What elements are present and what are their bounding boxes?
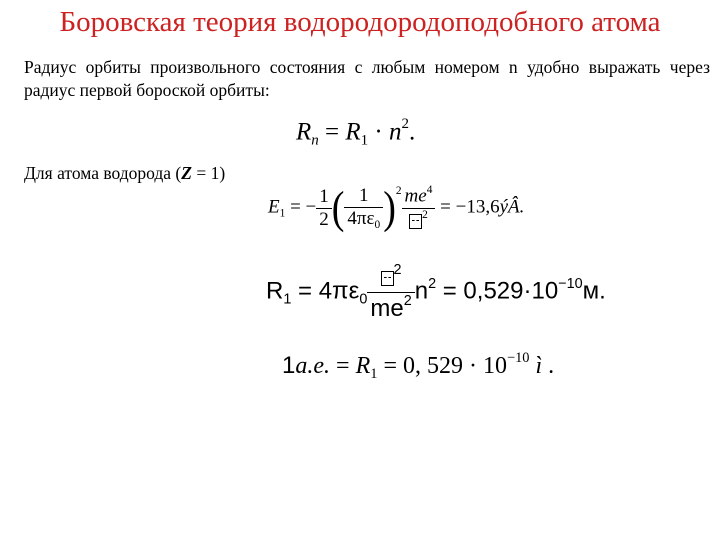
eq1-r: R — [296, 118, 312, 146]
eq2-e: E — [268, 196, 280, 218]
eq4-sub: 1 — [370, 365, 378, 382]
eq2-frac3-den-exp: 2 — [422, 208, 428, 221]
eq3-den: me — [370, 294, 404, 322]
eq2-unit: ýÂ. — [499, 196, 525, 218]
eq2-outer-exp: 2 — [395, 185, 402, 198]
eq2-frac3-num-exp: 4 — [426, 184, 433, 196]
eq3-frac-num — [367, 262, 414, 292]
eq2-frac3-num — [402, 184, 436, 208]
eq3-den-exp: 2 — [403, 292, 412, 309]
eq1-equals: = — [318, 118, 346, 146]
eq3-frac-den — [367, 292, 414, 323]
hydrogen-suffix: = 1) — [191, 163, 226, 183]
eq3-exp: −10 — [558, 275, 583, 292]
eq2-frac2-den-sub: 0 — [374, 219, 381, 232]
hydrogen-z: Z — [181, 163, 192, 183]
eq4-exp: −10 — [506, 350, 530, 366]
eq3-num-exp: 2 — [393, 262, 402, 278]
eq4-result: = 0, 529 · 10 — [377, 352, 507, 379]
eq2-frac2-den-a: 4πε — [347, 208, 375, 230]
eq3-unit: м. — [582, 277, 606, 305]
eq2-eq: = − — [285, 196, 317, 218]
eq1-one-sub: 1 — [360, 132, 369, 149]
eq3-result: = 0,529·10 — [436, 277, 559, 305]
eq4-unit: ì — [535, 352, 543, 379]
eq2-frac3 — [402, 184, 436, 232]
equation-radius-n — [296, 116, 415, 150]
eq4-eq: = — [330, 352, 356, 379]
eq3-eps-sub: 0 — [359, 291, 368, 308]
eq3-eq: = 4πε — [291, 277, 360, 305]
eq2-result: = −13,6 — [435, 196, 500, 218]
eq4-end: . — [542, 352, 555, 379]
eq2-frac3-den — [402, 208, 436, 233]
eq2-frac2-num: 1 — [359, 185, 369, 207]
equation-energy — [268, 184, 524, 232]
eq2-frac2-den — [344, 207, 383, 231]
eq2-left-paren: ( — [331, 182, 345, 234]
eq4-lhs: 1 — [282, 351, 296, 379]
eq2-frac2 — [344, 185, 383, 231]
intro-paragraph: Радиус орбиты произвольного состояния с любым номером n удобно выражать через радиус первой бороской орбиты: — [24, 57, 710, 100]
eq1-r1: R — [345, 118, 361, 146]
eq2-sub: 1 — [279, 207, 286, 220]
equation-atomic-unit — [282, 350, 554, 383]
slide-title: Боровская теория водородородоподобного атома — [59, 6, 661, 38]
eq2-frac3-me: me — [404, 185, 427, 207]
eq4-ae: a.e. — [295, 352, 331, 379]
eq3-n-exp: 2 — [428, 275, 437, 292]
eq1-end: . — [409, 118, 416, 146]
eq3-frac — [367, 262, 414, 323]
eq2-frac1-den: 2 — [316, 208, 332, 231]
equation-bohr-radius — [266, 262, 606, 323]
hbar-placeholder-icon — [409, 214, 422, 229]
hydrogen-line — [24, 163, 225, 184]
eq1-dot: · — [368, 118, 389, 146]
eq4-r: R — [355, 352, 371, 379]
eq3-n: n — [414, 277, 429, 305]
hbar-placeholder-icon-2 — [381, 271, 394, 286]
eq1-n: n — [389, 118, 402, 146]
eq1-n-sub: n — [311, 132, 319, 149]
hydrogen-prefix: Для атома водорода ( — [24, 163, 182, 183]
eq3-sub: 1 — [283, 291, 292, 308]
eq2-frac1-num: 1 — [319, 185, 329, 207]
eq2-right-paren: ) — [383, 182, 396, 234]
eq3-r: R — [266, 277, 284, 305]
eq2-frac1 — [316, 186, 332, 231]
eq1-exp: 2 — [401, 116, 409, 132]
